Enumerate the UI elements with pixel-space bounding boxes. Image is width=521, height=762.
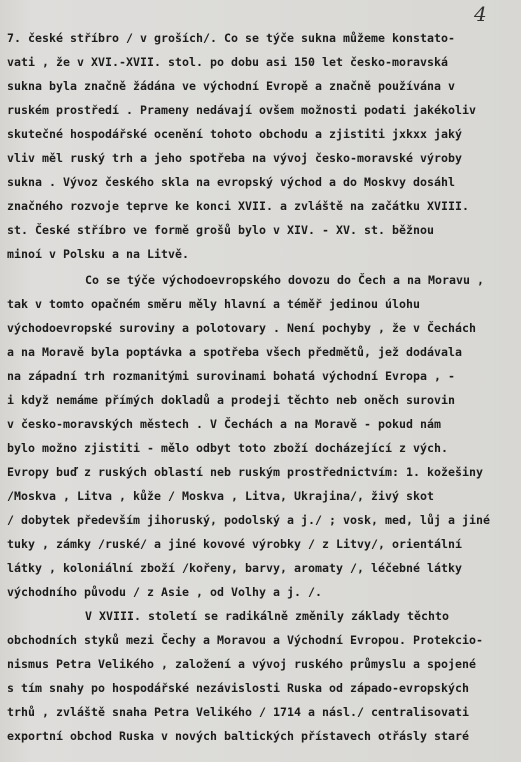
text-line: látky , koloniální zboží /kořeny, barvy, aromaty /, léčebné látky (7, 561, 463, 575)
text-line: v česko-moravských městech . V Čechách a na Moravě - pokud nám (7, 417, 442, 431)
text-line: vliv měl ruský trh a jeho spotřeba na vývoj česko-moravské výroby (7, 151, 463, 165)
text-line: Evropy buď z ruských oblastí neb ruským prostřednictvím: 1. kožešiny (7, 465, 484, 479)
text-line: /Moskva , Litva , kůže / Moskva , Litva, Ukrajina/, živý skot (7, 489, 435, 503)
text-line: vati , že v XVI.-XVII. stol. po dobu asi 150 let česko-moravská (7, 55, 449, 69)
text-line: obchodních styků mezi Čechy a Moravou a Východní Evropou. Protekcio- (7, 633, 484, 647)
text-line: nismus Petra Velikého , založení a vývoj ruského průmyslu a spojené (7, 657, 477, 671)
text-line: sukna byla značně žádána ve východní Evropě a značně používána v (7, 79, 456, 93)
text-line: východního původu / z Asie , od Volhy a j. /. (7, 585, 323, 599)
text-line: a na Moravě byla poptávka a spotřeba všech předmětů, jež dodávala (7, 345, 463, 359)
text-line: s tím snahy po hospodářské nezávislosti Ruska od západo-evropských (7, 681, 470, 695)
text-line: ruském prostředí . Prameny nedávají ovšem možnosti podati jakékoliv (7, 103, 477, 117)
text-line: trhů , zvláště snaha Petra Velikého / 1714 a násl./ centralisovati (7, 705, 470, 719)
text-line: V XVIII. století se radikálně změnily základy těchto (85, 609, 450, 623)
text-line: bylo možno zjistiti - mělo odbyt toto zboží docházející z vých. (7, 441, 449, 455)
text-line: minoí v Polsku a na Litvě. (7, 247, 190, 261)
text-line: tuky , zámky /ruské/ a jiné kovové výrobky / z Litvy/, orientální (7, 537, 463, 551)
text-line: / dobytek především jihoruský, podolský a j./ ; vosk, med, lůj a jiné (7, 513, 491, 527)
page-number: 4 (474, 2, 487, 26)
text-line: Co se týče východoevropského dovozu do Čech a na Moravu , (85, 273, 485, 287)
text-line: východoevropské suroviny a polotovary . Není pochyby , že v Čechách (7, 321, 477, 335)
text-line: i když nemáme přímých dokladů a prodeji těchto neb oněch surovin (7, 393, 456, 407)
text-line: značného rozvoje teprve ke konci XVII. a zvláště na začátku XVIII. (7, 199, 470, 213)
text-line: exportní obchod Ruska v nových baltických přístavech otřásly staré (7, 729, 470, 743)
text-line: st. České stříbro ve formě grošů bylo v XIV. - XV. st. běžnou (7, 223, 435, 237)
text-line: 7. české stříbro / v groších/. Co se týče sukna můžeme konstato- (7, 31, 456, 45)
text-line: skutečné hospodářské ocenění tohoto obchodu a zjistiti jxkxx jaký (7, 127, 463, 141)
text-line: na západní trh rozmanitými surovinami bohatá východní Evropa , - (7, 369, 456, 383)
text-line: sukna . Vývoz českého skla na evropský východ a do Moskvy dosáhl (7, 175, 456, 189)
text-line: tak v tomto opačném směru měly hlavní a téměř jedinou úlohu (7, 297, 421, 311)
